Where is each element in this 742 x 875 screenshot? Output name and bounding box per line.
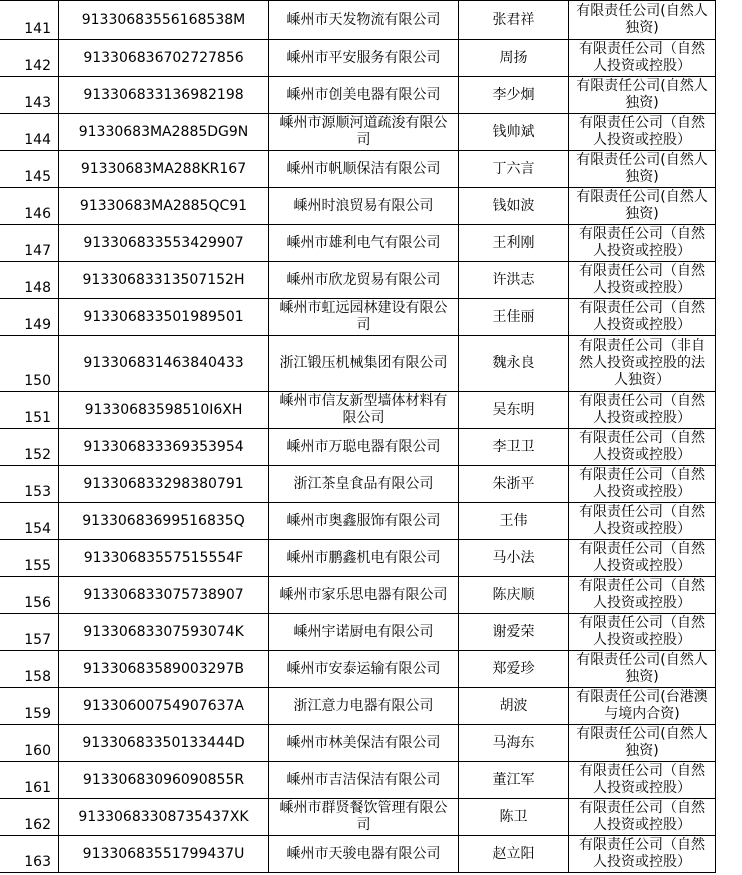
row-number: 151 <box>0 392 59 429</box>
company-name-cell: 嵊州市家乐思电器有限公司 <box>269 577 459 614</box>
table-row <box>0 651 716 688</box>
legal-representative-cell: 赵立阳 <box>459 836 569 873</box>
company-name-cell: 嵊州市雄利电气有限公司 <box>269 225 459 262</box>
legal-representative-cell: 王利刚 <box>459 225 569 262</box>
credit-code-cell: 913306833075738907 <box>59 577 269 614</box>
company-name-cell: 浙江茶皇食品有限公司 <box>269 466 459 503</box>
company-type-cell: 有限责任公司（自然人投资或控股） <box>569 299 716 336</box>
company-name-cell: 嵊州市天发物流有限公司 <box>269 1 459 40</box>
row-number: 147 <box>0 225 59 262</box>
row-number: 159 <box>0 688 59 725</box>
credit-code-cell: 91330683MA2885DG9N <box>59 114 269 151</box>
table-row <box>0 762 716 799</box>
legal-representative-cell: 谢爱荣 <box>459 614 569 651</box>
row-number: 141 <box>0 1 59 40</box>
table-row <box>0 336 716 392</box>
company-type-cell: 有限责任公司（自然人投资或控股） <box>569 262 716 299</box>
table-row <box>0 262 716 299</box>
credit-code-cell: 91330683313507152H <box>59 262 269 299</box>
table-row <box>0 688 716 725</box>
table-row <box>0 188 716 225</box>
row-number: 143 <box>0 77 59 114</box>
company-type-cell: 有限责任公司(自然人独资) <box>569 1 716 40</box>
company-type-cell: 有限责任公司（自然人投资或控股） <box>569 762 716 799</box>
company-type-cell: 有限责任公司(自然人独资) <box>569 151 716 188</box>
company-type-cell: 有限责任公司(自然人独资) <box>569 77 716 114</box>
legal-representative-cell: 董江军 <box>459 762 569 799</box>
table-row <box>0 392 716 429</box>
company-type-cell: 有限责任公司（自然人投资或控股） <box>569 225 716 262</box>
row-number: 162 <box>0 799 59 836</box>
company-type-cell: 有限责任公司(自然人独资) <box>569 725 716 762</box>
company-name-cell: 浙江锻压机械集团有限公司 <box>269 336 459 392</box>
table-row <box>0 299 716 336</box>
legal-representative-cell: 李卫卫 <box>459 429 569 466</box>
table-row <box>0 577 716 614</box>
table-row <box>0 540 716 577</box>
row-number: 149 <box>0 299 59 336</box>
legal-representative-cell: 周扬 <box>459 40 569 77</box>
legal-representative-cell: 丁六言 <box>459 151 569 188</box>
credit-code-cell: 913306833136982198 <box>59 77 269 114</box>
legal-representative-cell: 吴东明 <box>459 392 569 429</box>
company-name-cell: 嵊州市创美电器有限公司 <box>269 77 459 114</box>
credit-code-cell: 913306833501989501 <box>59 299 269 336</box>
credit-code-cell: 91330683699516835Q <box>59 503 269 540</box>
row-number: 150 <box>0 336 59 392</box>
credit-code-cell: 91330683350133444D <box>59 725 269 762</box>
company-type-cell: 有限责任公司（自然人投资或控股） <box>569 466 716 503</box>
company-type-cell: 有限责任公司（自然人投资或控股） <box>569 577 716 614</box>
legal-representative-cell: 马海东 <box>459 725 569 762</box>
company-name-cell: 嵊州宇诺厨电有限公司 <box>269 614 459 651</box>
credit-code-cell: 91330683308735437XK <box>59 799 269 836</box>
legal-representative-cell: 陈庆顺 <box>459 577 569 614</box>
company-table-body <box>0 1 716 873</box>
row-number: 161 <box>0 762 59 799</box>
row-number: 160 <box>0 725 59 762</box>
company-name-cell: 嵊州市鹏鑫机电有限公司 <box>269 540 459 577</box>
legal-representative-cell: 钱帅斌 <box>459 114 569 151</box>
credit-code-cell: 913306833553429907 <box>59 225 269 262</box>
row-number: 153 <box>0 466 59 503</box>
company-name-cell: 嵊州市安泰运输有限公司 <box>269 651 459 688</box>
legal-representative-cell: 马小法 <box>459 540 569 577</box>
company-type-cell: 有限责任公司（自然人投资或控股） <box>569 114 716 151</box>
credit-code-cell: 91330683551799437U <box>59 836 269 873</box>
table-row <box>0 225 716 262</box>
credit-code-cell: 91330683557515554F <box>59 540 269 577</box>
company-name-cell: 嵊州市欣龙贸易有限公司 <box>269 262 459 299</box>
legal-representative-cell: 胡波 <box>459 688 569 725</box>
company-name-cell: 嵊州市虹远园林建设有限公司 <box>269 299 459 336</box>
row-number: 144 <box>0 114 59 151</box>
row-number: 142 <box>0 40 59 77</box>
legal-representative-cell: 陈卫 <box>459 799 569 836</box>
table-row <box>0 1 716 40</box>
table-row <box>0 799 716 836</box>
table-row <box>0 725 716 762</box>
legal-representative-cell: 李少炯 <box>459 77 569 114</box>
credit-code-cell: 91330683556168538M <box>59 1 269 40</box>
company-name-cell: 嵊州市平安服务有限公司 <box>269 40 459 77</box>
credit-code-cell: 91330683598510I6XH <box>59 392 269 429</box>
credit-code-cell: 91330600754907637A <box>59 688 269 725</box>
table-row <box>0 151 716 188</box>
table-row <box>0 114 716 151</box>
company-name-cell: 嵊州市林美保洁有限公司 <box>269 725 459 762</box>
company-type-cell: 有限责任公司（自然人投资或控股） <box>569 836 716 873</box>
credit-code-cell: 913306833298380791 <box>59 466 269 503</box>
company-name-cell: 嵊州市万聪电器有限公司 <box>269 429 459 466</box>
company-name-cell: 嵊州市天骏电器有限公司 <box>269 836 459 873</box>
company-name-cell: 浙江意力电器有限公司 <box>269 688 459 725</box>
company-type-cell: 有限责任公司（非自然人投资或控股的法人独资） <box>569 336 716 392</box>
company-name-cell: 嵊州市群贤餐饮管理有限公司 <box>269 799 459 836</box>
legal-representative-cell: 许洪志 <box>459 262 569 299</box>
row-number: 146 <box>0 188 59 225</box>
company-type-cell: 有限责任公司（自然人投资或控股） <box>569 540 716 577</box>
company-type-cell: 有限责任公司（自然人投资或控股） <box>569 429 716 466</box>
credit-code-cell: 913306833369353954 <box>59 429 269 466</box>
company-name-cell: 嵊州市奥鑫服饰有限公司 <box>269 503 459 540</box>
table-row <box>0 77 716 114</box>
company-name-cell: 嵊州市源顺河道疏浚有限公司 <box>269 114 459 151</box>
credit-code-cell: 913306831463840433 <box>59 336 269 392</box>
company-type-cell: 有限责任公司(台港澳与境内合资) <box>569 688 716 725</box>
company-name-cell: 嵊州市吉洁保洁有限公司 <box>269 762 459 799</box>
row-number: 155 <box>0 540 59 577</box>
company-type-cell: 有限责任公司(自然人独资) <box>569 651 716 688</box>
table-row <box>0 836 716 873</box>
company-type-cell: 有限责任公司（自然人投资或控股） <box>569 614 716 651</box>
row-number: 156 <box>0 577 59 614</box>
legal-representative-cell: 郑爱珍 <box>459 651 569 688</box>
company-type-cell: 有限责任公司（自然人投资或控股） <box>569 40 716 77</box>
table-row <box>0 429 716 466</box>
legal-representative-cell: 魏永良 <box>459 336 569 392</box>
row-number: 154 <box>0 503 59 540</box>
legal-representative-cell: 张君祥 <box>459 1 569 40</box>
credit-code-cell: 91330683MA288KR167 <box>59 151 269 188</box>
credit-code-cell: 913306836702727856 <box>59 40 269 77</box>
company-type-cell: 有限责任公司（自然人投资或控股） <box>569 503 716 540</box>
credit-code-cell: 91330683096090855R <box>59 762 269 799</box>
company-name-cell: 嵊州时浪贸易有限公司 <box>269 188 459 225</box>
company-name-cell: 嵊州市帆顺保洁有限公司 <box>269 151 459 188</box>
table-row <box>0 40 716 77</box>
credit-code-cell: 91330683307593074K <box>59 614 269 651</box>
credit-code-cell: 91330683MA2885QC91 <box>59 188 269 225</box>
row-number: 145 <box>0 151 59 188</box>
table-row <box>0 503 716 540</box>
table-row <box>0 466 716 503</box>
credit-code-cell: 91330683589003297B <box>59 651 269 688</box>
row-number: 148 <box>0 262 59 299</box>
table-row <box>0 614 716 651</box>
row-number: 158 <box>0 651 59 688</box>
row-number: 157 <box>0 614 59 651</box>
row-number: 152 <box>0 429 59 466</box>
company-type-cell: 有限责任公司（自然人投资或控股） <box>569 392 716 429</box>
company-name-cell: 嵊州市信友新型墙体材料有限公司 <box>269 392 459 429</box>
row-number: 163 <box>0 836 59 873</box>
legal-representative-cell: 朱浙平 <box>459 466 569 503</box>
legal-representative-cell: 钱如波 <box>459 188 569 225</box>
company-type-cell: 有限责任公司（自然人投资或控股） <box>569 799 716 836</box>
company-type-cell: 有限责任公司(自然人独资) <box>569 188 716 225</box>
legal-representative-cell: 王佳丽 <box>459 299 569 336</box>
legal-representative-cell: 王伟 <box>459 503 569 540</box>
